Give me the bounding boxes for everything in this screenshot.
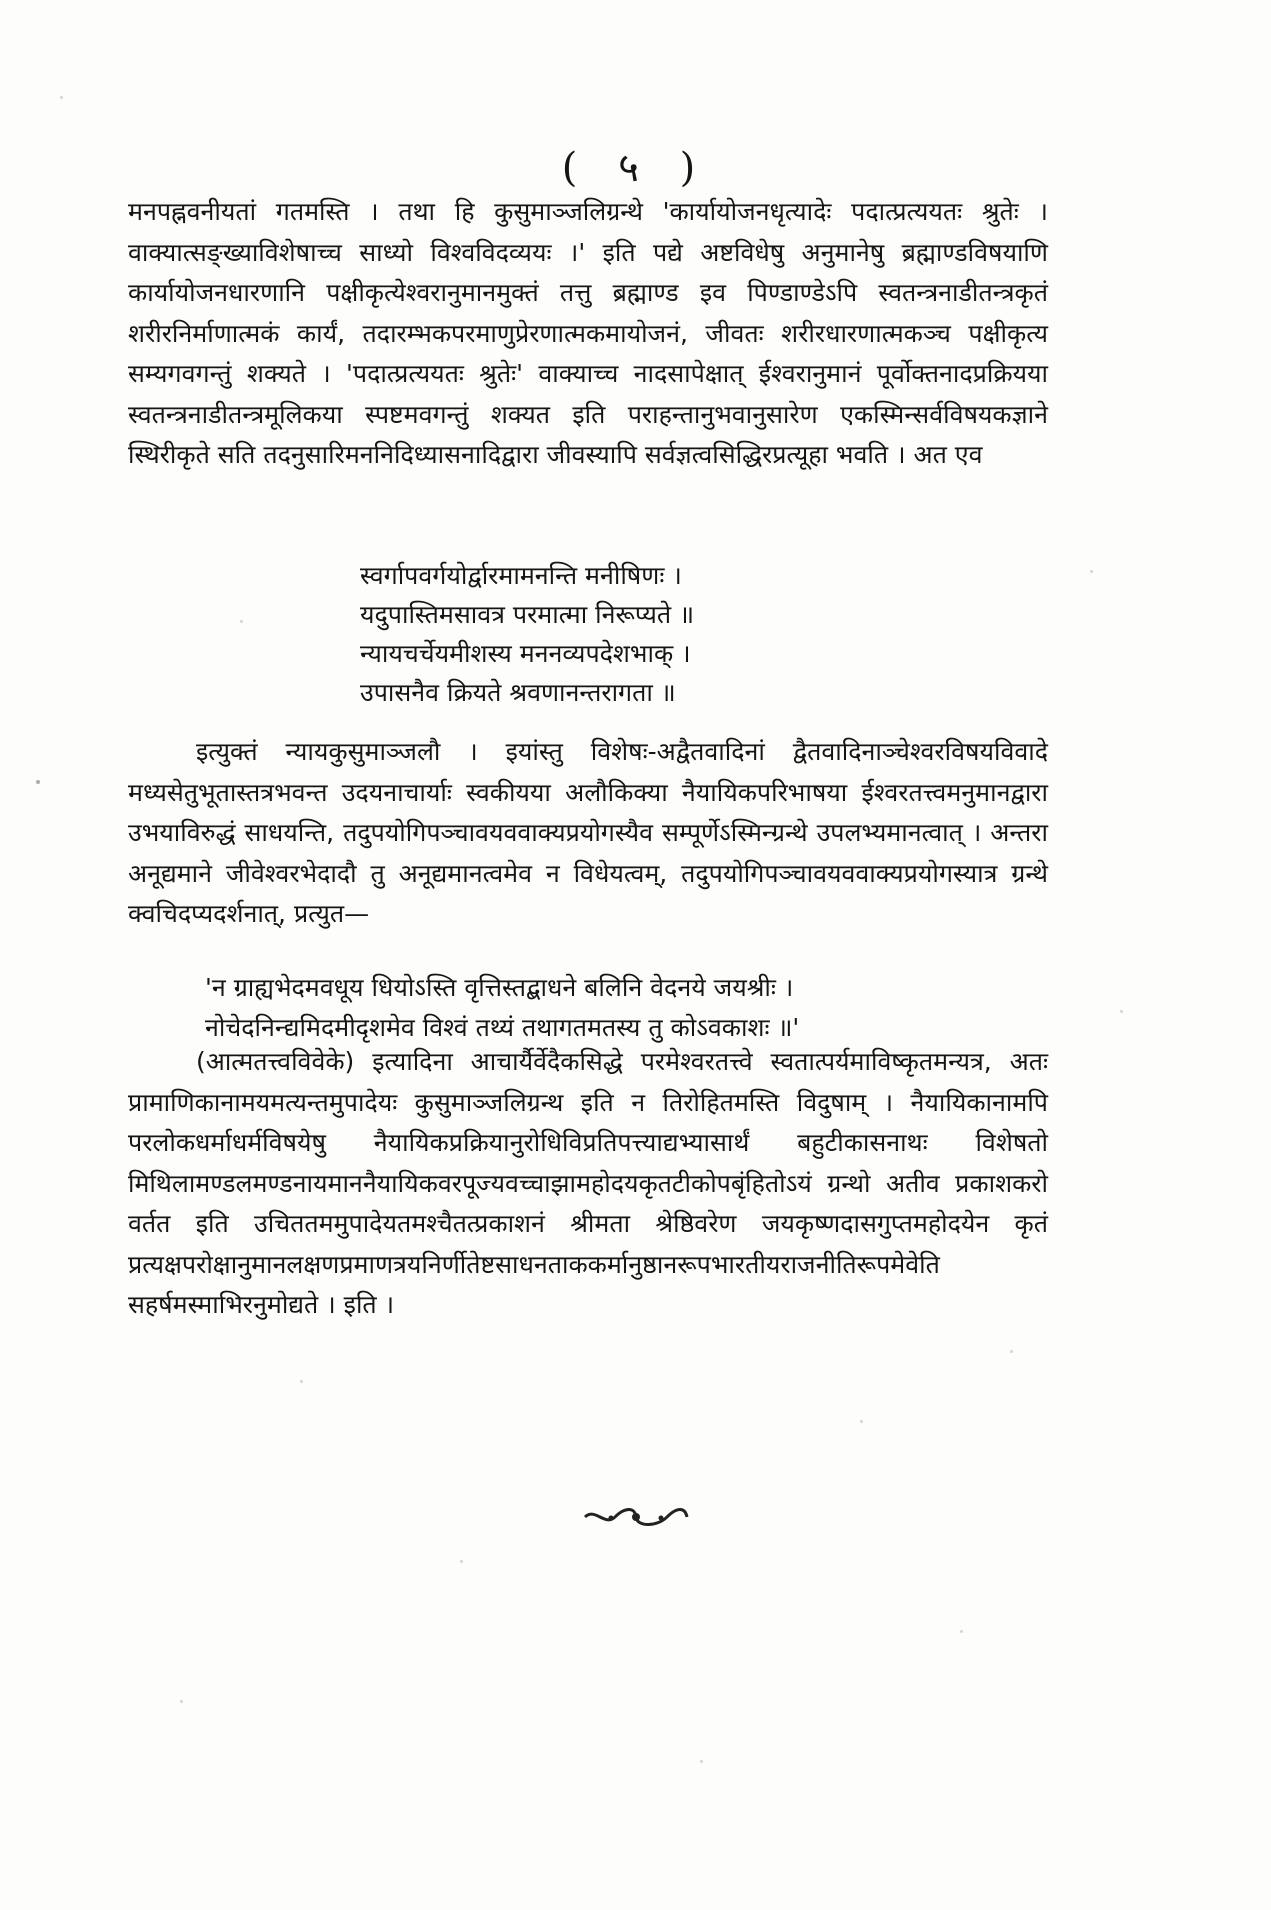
- verse-line-1: स्वर्गापवर्गयोर्द्वारमामनन्ति मनीषिणः ।: [360, 561, 682, 590]
- scan-speck: [1090, 570, 1093, 573]
- scan-speck: [860, 1420, 863, 1423]
- scan-speck: [1010, 1350, 1013, 1353]
- paragraph-2-text: इत्युक्तं न्यायकुसुमाञ्जलौ । इयांस्तु विशेषः-अद्वैतवादिनां द्वैतवादिनाञ्चेश्वरविषयविवादे मध्यसेतुभूतास्तत्रभवन्त उदयनाचार्याः स्वकीयया अलौकिक्या नैयायिकपरिभाषया ईश्वरतत्त्वमनुमानद्वारा उभयाविरुद्धं साधयन्ति, तदुपयोगिपञ्चावयववाक्यप्रयोगस्यैव सम्पूर्णेऽस्मिन्ग्रन्थे उपलभ्यमानत्वात् । अन्तरा अनूद्यमाने जीवेश्वरभेदादौ तु अनूद्यमानत्वमेव न विधेयत्वम्, तदुपयोगिपञ्चावयववाक्यप्रयोगस्यात्र ग्रन्थे क्वचिदप्यदर्शनात्, प्रत्युत—: [128, 737, 1048, 928]
- scan-speck: [36, 780, 40, 784]
- paragraph-3-text: (आत्मतत्त्वविवेके) इत्यादिना आचार्यैर्वेदैकसिद्धे परमेश्वरतत्त्वे स्वतात्पर्यमाविष्कृतमन्यत्र, अतः प्रामाणिकानामयमत्यन्तमुपादेयः कुसुमाञ्जलिग्रन्थ इति न तिरोहितमस्ति विदुषाम् । नैयायिकानामपि परलोकधर्माधर्मविषयेषु नैयायिकप्रक्रियानुरोधिविप्रतिपत्त्याद्यभ्यासार्थं बहुटीकासनाथः विशेषतो मिथिलामण्डलमण्डनायमाननैयायिकवरपूज्यवच्चाझामहोदयकृतटीकोपबृंहितोऽयं ग्रन्थो अतीव प्रकाशकरो वर्तत इति उचिततममुपादेयतमश्चैतत्प्रकाशनं श्रीमता श्रेष्ठिवरेण जयकृष्णदासगुप्तमहोदयेन कृतं प्रत्यक्षपरोक्षानुमानलक्षणप्रमाणत्रयनिर्णीतेष्टसाधनताककर्मानुष्ठानरूपभारतीयराजनीतिरूपमेवेति सहर्षमस्माभिरनुमोद्यते । इति ।: [128, 1047, 1048, 1319]
- scan-speck: [700, 1760, 703, 1763]
- scan-speck: [460, 1560, 463, 1563]
- quote-line-2: नोचेदनिन्द्यमिदमीदृशमेव विश्वं तथ्यं तथागतमतस्य तु कोऽवकाशः ॥': [205, 1013, 800, 1042]
- paragraph-3: [128, 1042, 1048, 1326]
- paragraph-1: [128, 192, 1048, 476]
- scan-speck: [960, 1630, 963, 1633]
- verse-line-3: न्यायचर्चेयमीशस्य मननव्यपदेशभाक् ।: [360, 639, 691, 668]
- paragraph-2: [128, 732, 1048, 935]
- verse-line-2: यदुपास्तिमसावत्र परमात्मा निरूप्यते ॥: [360, 600, 695, 629]
- quote-block: [205, 968, 1045, 1048]
- quote-line-1: 'न ग्राह्यभेदमवधूय धियोऽस्ति वृत्तिस्तद्बाधने बलिनि वेदनये जयश्रीः ।: [205, 973, 794, 1002]
- verse-line-4: उपासनैव क्रियते श्रवणानन्तरागता ॥: [360, 678, 676, 707]
- page-number: ( ५ ): [561, 145, 710, 191]
- paragraph-1-text: मनपह्नवनीयतां गतमस्ति । तथा हि कुसुमाञ्जलिग्रन्थे 'कार्यायोजनधृत्यादेः पदात्प्रत्ययतः श्रुतेः । वाक्यात्सङ्ख्याविशेषाच्च साध्यो विश्वविदव्ययः ।' इति पद्ये अष्टविधेषु अनुमानेषु ब्रह्माण्डविषयाणि कार्यायोजनधारणानि पक्षीकृत्येश्वरानुमानमुक्तं तत्तु ब्रह्माण्ड इव पिण्डाण्डेऽपि स्वतन्त्रनाडीतन्त्रकृतं शरीरनिर्माणात्मकं कार्यं, तदारम्भकपरमाणुप्रेरणात्मकमायोजनं, जीवतः शरीरधारणात्मकञ्च पक्षीकृत्य सम्यगवगन्तुं शक्यते । 'पदात्प्रत्ययतः श्रुतेः' वाक्याच्च नादसापेक्षात् ईश्वरानुमानं पूर्वोक्तनादप्रक्रियया स्वतन्त्रनाडीतन्त्रमूलिकया स्पष्टमवगन्तुं शक्यत इति पराहन्तानुभवानुसारेण एकस्मिन्सर्वविषयकज्ञाने स्थिरीकृते सति तदनुसारिमननिदिध्यासनादिद्वारा जीवस्यापि सर्वज्ञत्वसिद्धिरप्रत्यूहा भवति । अत एव: [128, 197, 1048, 469]
- scan-speck: [240, 620, 243, 623]
- scan-speck: [300, 1380, 303, 1383]
- scan-speck: [180, 1700, 183, 1703]
- scan-speck: [1120, 1010, 1123, 1013]
- decorative-flourish-icon: [0, 1498, 1271, 1533]
- scan-speck: [60, 96, 63, 99]
- flourish-icon: [581, 1505, 691, 1529]
- verse-block: [360, 556, 920, 712]
